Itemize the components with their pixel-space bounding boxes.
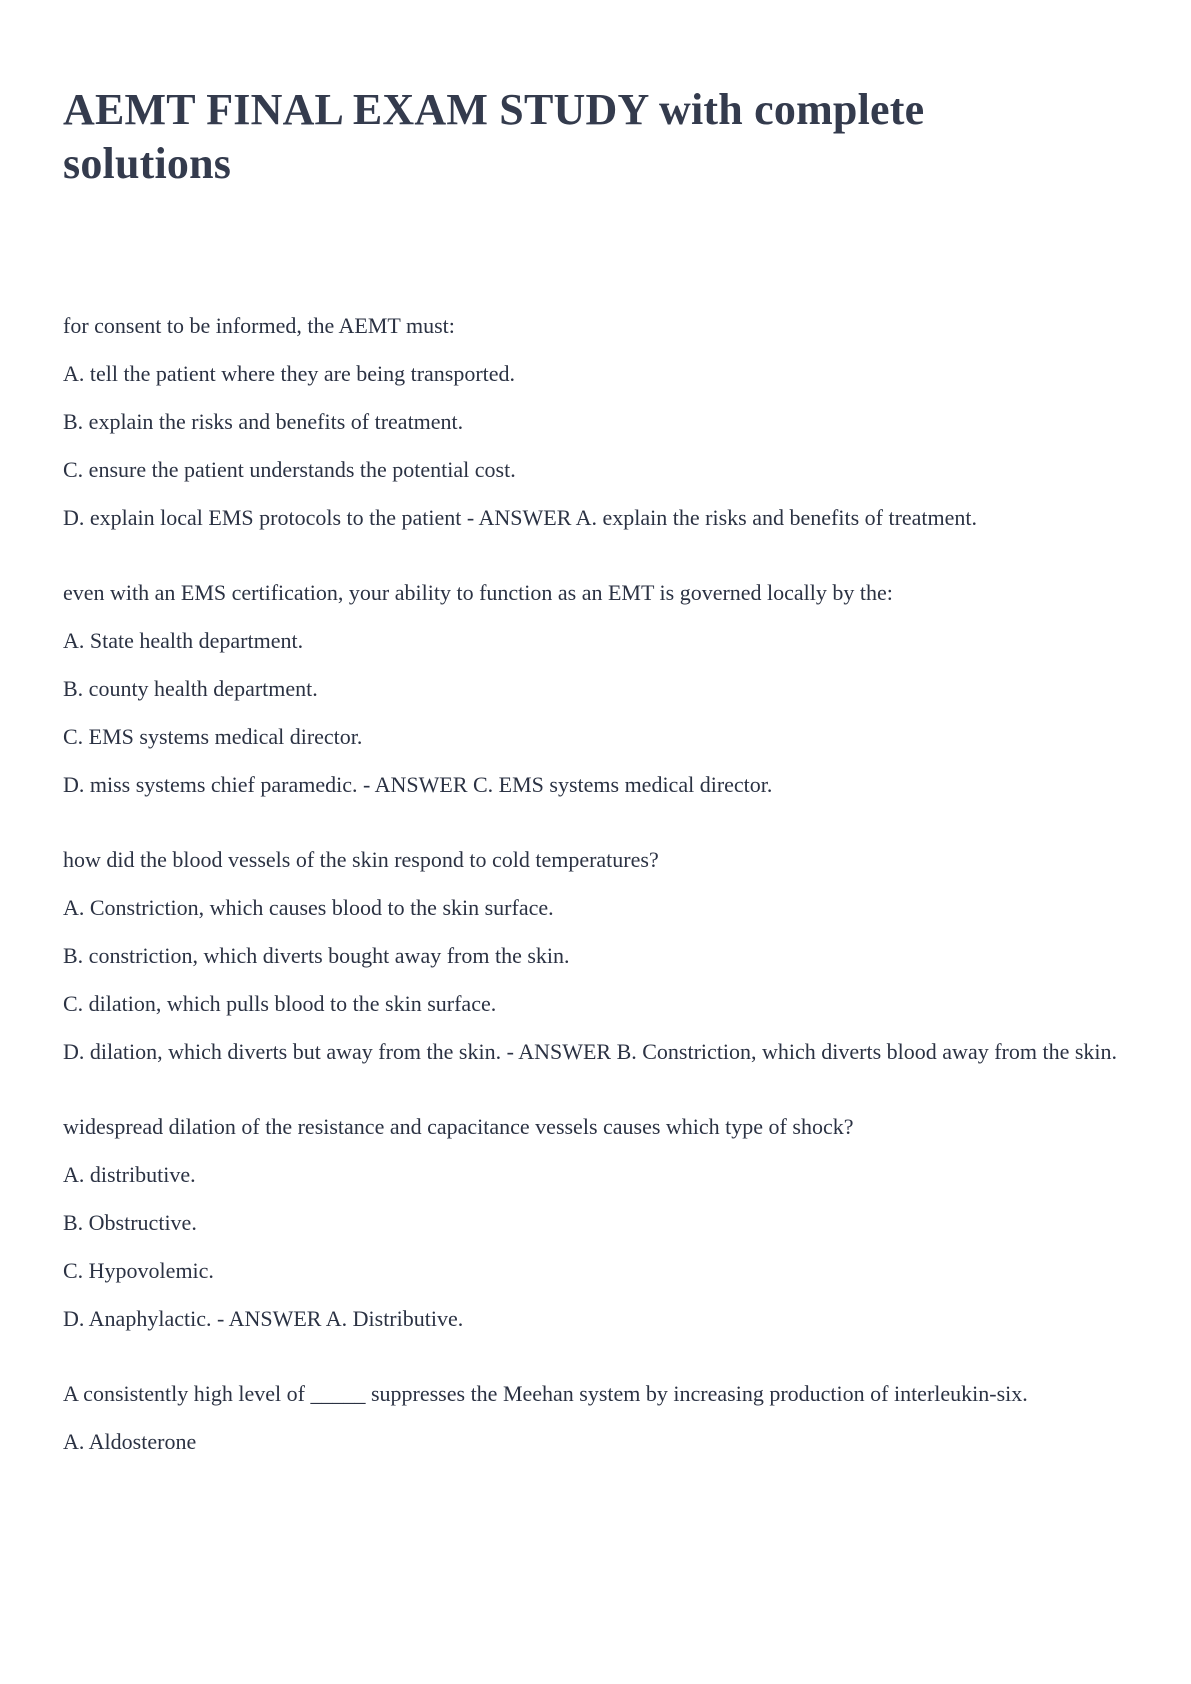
- answer-option-c: C. ensure the patient understands the potential cost.: [63, 457, 516, 482]
- answer-option-a: A. distributive.: [63, 1162, 196, 1187]
- question-block-3: [63, 846, 1133, 1066]
- answer-option-b: B. county health department.: [63, 676, 318, 701]
- page-title-line-2: solutions: [63, 139, 232, 188]
- answer-option-a: A. Aldosterone: [63, 1429, 197, 1454]
- answer-option-c: C. Hypovolemic.: [63, 1258, 214, 1283]
- question-prompt: for consent to be informed, the AEMT must:: [63, 313, 455, 338]
- question-block-5: [63, 1380, 1133, 1456]
- answer-option-c: C. dilation, which pulls blood to the skin surface.: [63, 991, 497, 1016]
- question-prompt: A consistently high level of _____ suppresses the Meehan system by increasing production of interleukin-six.: [63, 1381, 1028, 1406]
- answer-option-d-with-answer: D. explain local EMS protocols to the patient - ANSWER A. explain the risks and benefits of treatment.: [63, 505, 978, 530]
- answer-option-b: B. explain the risks and benefits of treatment.: [63, 409, 464, 434]
- question-prompt: how did the blood vessels of the skin respond to cold temperatures?: [63, 847, 659, 872]
- page-title: [63, 83, 1133, 191]
- answer-option-a: A. Constriction, which causes blood to the skin surface.: [63, 895, 554, 920]
- answer-option-a: A. State health department.: [63, 628, 304, 653]
- answer-option-d-with-answer: D. Anaphylactic. - ANSWER A. Distributive.: [63, 1306, 464, 1331]
- answer-option-b: B. Obstructive.: [63, 1210, 197, 1235]
- question-block-2: [63, 579, 1133, 799]
- answer-option-d-with-answer: D. dilation, which diverts but away from the skin. - ANSWER B. Constriction, which diverts blood away from the skin.: [63, 1039, 1118, 1064]
- answer-option-c: C. EMS systems medical director.: [63, 724, 363, 749]
- question-block-4: [63, 1113, 1133, 1333]
- question-prompt: even with an EMS certification, your ability to function as an EMT is governed locally by the:: [63, 580, 893, 605]
- question-block-1: [63, 312, 1133, 532]
- question-prompt: widespread dilation of the resistance and capacitance vessels causes which type of shock?: [63, 1114, 854, 1139]
- answer-option-d-with-answer: D. miss systems chief paramedic. - ANSWER C. EMS systems medical director.: [63, 772, 773, 797]
- answer-option-a: A. tell the patient where they are being transported.: [63, 361, 516, 386]
- answer-option-b: B. constriction, which diverts bought away from the skin.: [63, 943, 570, 968]
- page-title-line-1: AEMT FINAL EXAM STUDY with complete: [63, 85, 925, 134]
